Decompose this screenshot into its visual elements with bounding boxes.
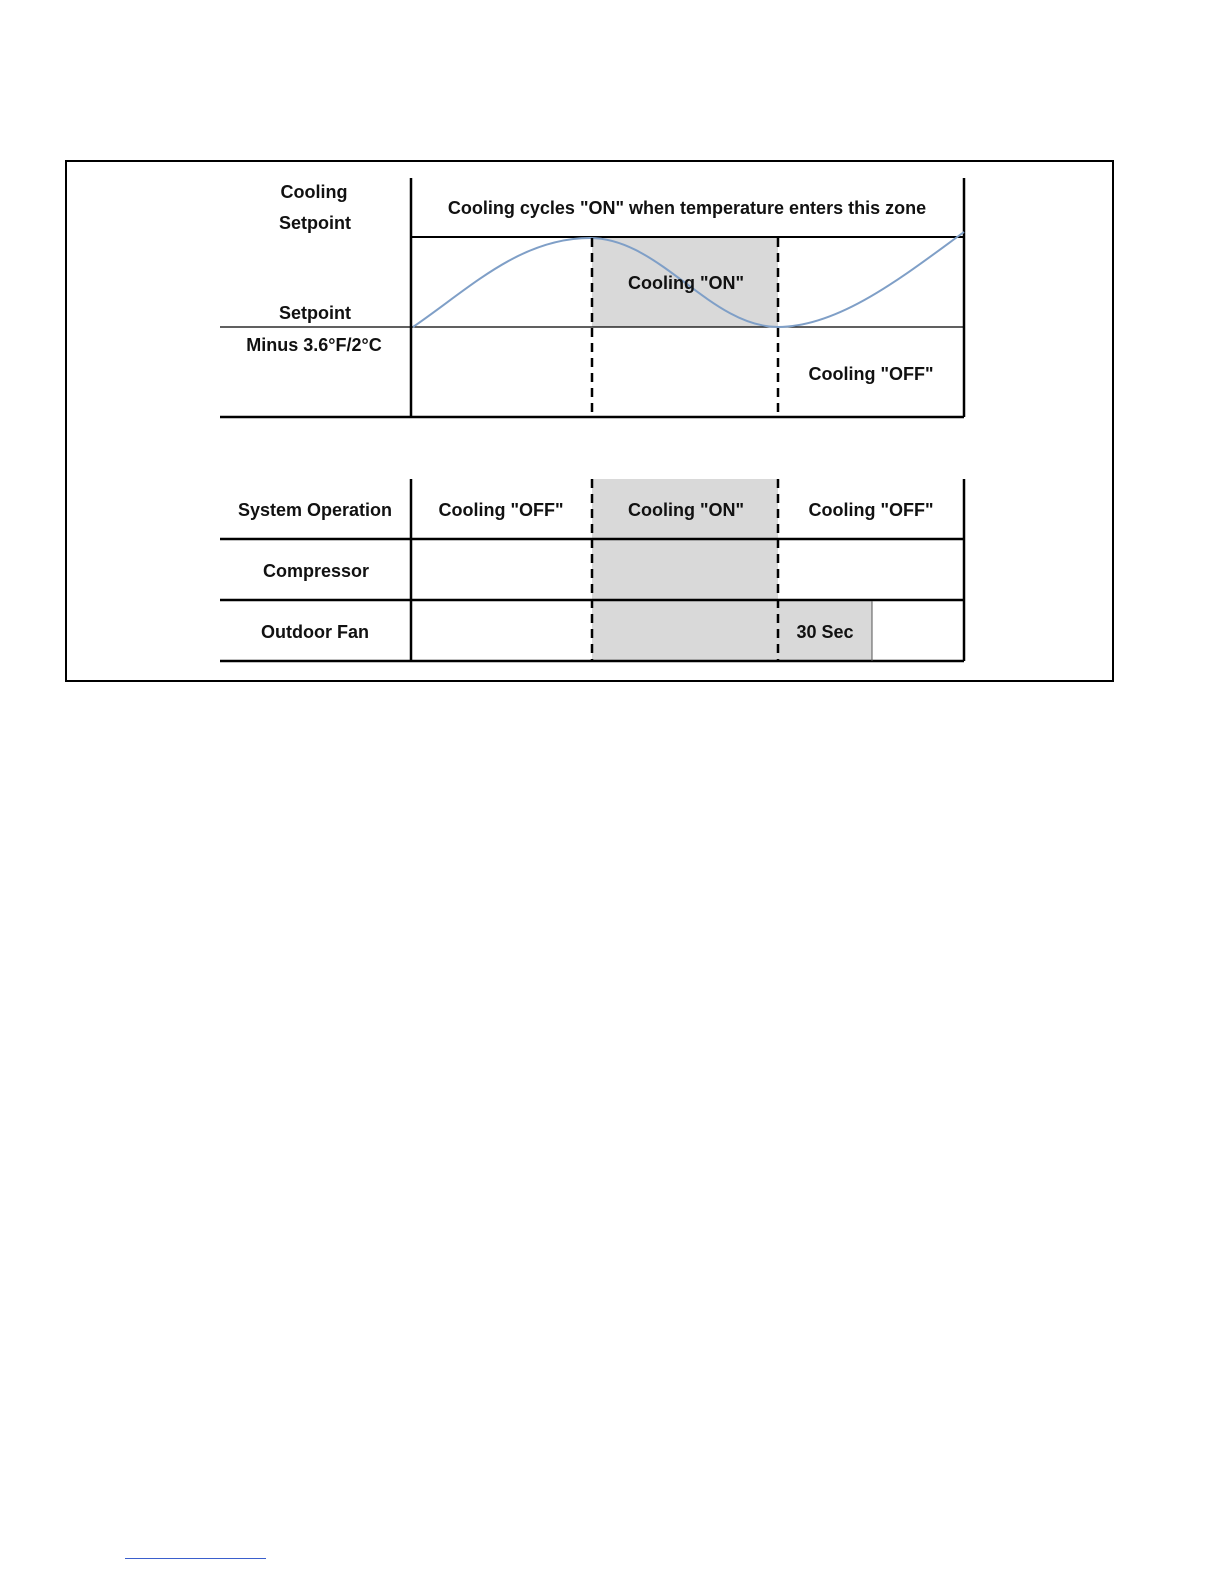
col-cooling-off-2: Cooling "OFF" xyxy=(808,500,934,520)
cooling-off-label: Cooling "OFF" xyxy=(808,364,934,384)
col-cooling-on: Cooling "ON" xyxy=(627,500,745,520)
outdoor-fan-label: Outdoor Fan xyxy=(261,622,369,642)
fan-delay-label: 30 Sec xyxy=(796,622,854,642)
cooling-on-label: Cooling "ON" xyxy=(627,273,745,293)
setpoint-label: Setpoint xyxy=(279,303,351,323)
footer-rule xyxy=(125,1558,266,1559)
zone-caption: Cooling cycles "ON" when temperature enters this zone xyxy=(447,198,927,218)
cooling-label: Cooling xyxy=(280,182,348,202)
system-operation-label: System Operation xyxy=(237,500,393,520)
compressor-label: Compressor xyxy=(262,561,370,581)
minus-offset-label: Minus 3.6°F/2°C xyxy=(246,335,382,355)
setpoint-label-top: Setpoint xyxy=(279,213,351,233)
col-cooling-off-1: Cooling "OFF" xyxy=(438,500,564,520)
